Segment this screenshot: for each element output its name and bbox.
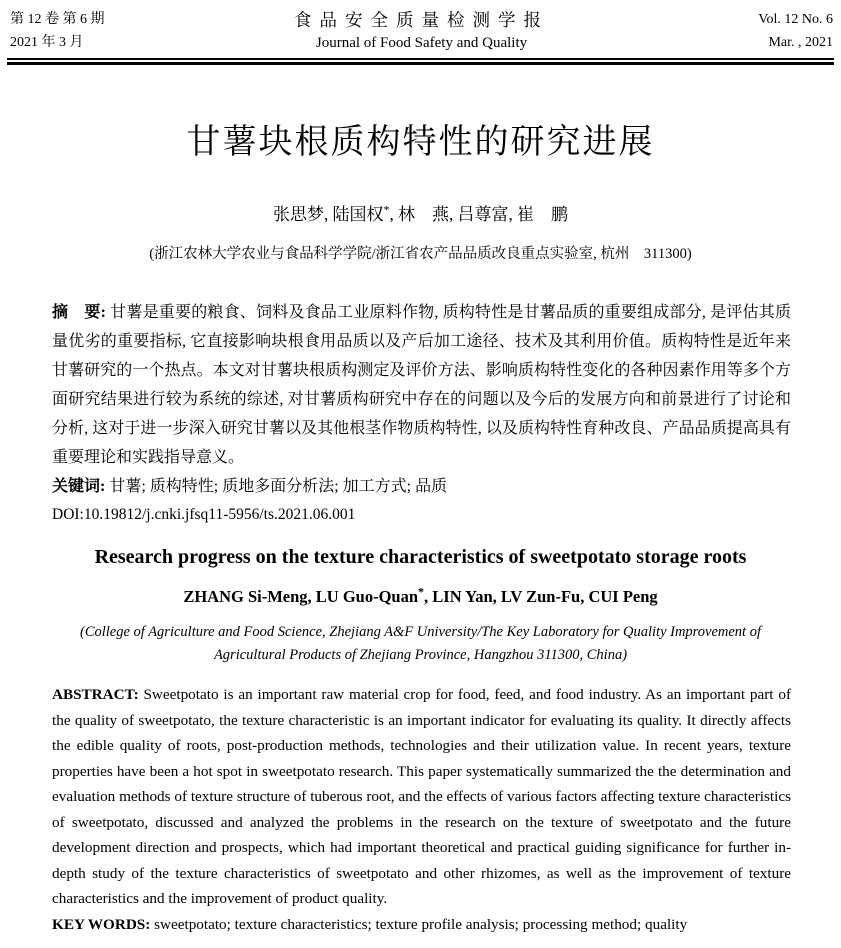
keywords-en-text: sweetpotato; texture characteristics; texture profile analysis; processing method; quality xyxy=(154,915,688,933)
authors-cn-text: 张思梦, 陆国权 xyxy=(273,205,384,224)
header-issue-block xyxy=(10,8,180,54)
journal-name-en: Journal of Food Safety and Quality xyxy=(315,35,528,51)
header-double-rule xyxy=(7,58,834,65)
corresponding-author-asterisk: * xyxy=(383,202,390,217)
publication-date-en: Mar. , 2021 xyxy=(768,35,833,50)
journal-header xyxy=(0,0,841,54)
affiliation-en: (College of Agriculture and Food Science, Zhejiang A&F University/The Key Laboratory for Quality Improvement of Agricultural Products of Zhejiang Province, Hangzhou 311300, China) xyxy=(80,624,761,663)
header-volume-block xyxy=(663,8,833,54)
keywords-en-label: KEY WORDS: xyxy=(52,915,155,933)
keywords-en xyxy=(52,912,791,938)
abstract-en xyxy=(52,682,791,912)
authors-en-text-rest: , LIN Yan, LV Zun-Fu, CUI Peng xyxy=(424,587,658,606)
corresponding-author-asterisk-en: * xyxy=(418,584,425,599)
header-journal-block xyxy=(180,8,663,54)
authors-cn-text-rest: , 林 燕, 吕尊富, 崔 鹏 xyxy=(389,205,568,224)
keywords-cn xyxy=(52,472,791,501)
keywords-cn-text: 甘薯; 质构特性; 质地多面分析法; 加工方式; 品质 xyxy=(109,478,448,495)
authors-en xyxy=(0,586,841,608)
abstract-en-label: ABSTRACT: xyxy=(52,686,144,703)
volume-issue-en: Vol. 12 No. 6 xyxy=(758,12,833,27)
abstract-cn-label: 摘 要: xyxy=(52,304,111,321)
authors-en-text: ZHANG Si-Meng, LU Guo-Quan xyxy=(183,587,419,606)
journal-name-cn: 食品安全质量检测学报 xyxy=(294,10,549,30)
authors-cn xyxy=(0,204,841,226)
doi: DOI:10.19812/j.cnki.jfsq11-5956/ts.2021.06.001 xyxy=(52,506,356,523)
article-title-cn: 甘薯块根质构特性的研究进展 xyxy=(186,124,655,161)
affiliation-cn: (浙江农林大学农业与食品科学学院/浙江省农产品品质改良重点实验室, 杭州 311300) xyxy=(149,246,692,262)
abstract-en-text: Sweetpotato is an important raw material crop for food, feed, and food industry. As an important part of the quality of sweetpotato, the texture characteristic is an important indicator for evaluating its quality. It directly affects the edible quality of roots, post-production methods, technologies and their utilization value. In recent years, texture properties have been a hot spot in sweetpotato research. This paper systematically summarized the the determination and evaluation methods of texture structure of tuberous root, and the effects of various factors affecting texture characteristics of sweetpotato, discussed and analyzed the problems in the research on the texture of sweetpotato and the future development direction and prospects, which had important theoretical and practical guiding significance for further in-depth study of the texture characteristics of sweetpotato and other rhizomes, as well as the improvement of texture characteristics and the improvement of product quality. xyxy=(52,686,791,907)
publication-date-cn: 2021 年 3 月 xyxy=(10,35,84,50)
keywords-cn-label: 关键词: xyxy=(52,478,110,495)
abstract-cn xyxy=(52,298,791,472)
volume-issue-cn: 第 12 卷 第 6 期 xyxy=(10,12,105,27)
article-title-en: Research progress on the texture characteristics of sweetpotato storage roots xyxy=(94,546,747,568)
abstract-cn-text: 甘薯是重要的粮食、饲料及食品工业原料作物, 质构特性是甘薯品质的重要组成部分, 是评估其质量优劣的重要指标, 它直接影响块根食用品质以及产后加工途径、技术及其利用价值。质构特性是近年来甘薯研究的一个热点。本文对甘薯块根质构测定及评价方法、影响质构特性变化的各种因素作用等多个方面研究结果进行较为系统的综述, 对甘薯质构研究中存在的问题以及今后的发展方向和前景进行了讨论和分析, 这对于进一步深入研究甘薯以及其他根茎作物质构特性, 以及质构特性育种改良、产品品质提高具有重要理论和实践指导意义。 xyxy=(52,304,791,466)
